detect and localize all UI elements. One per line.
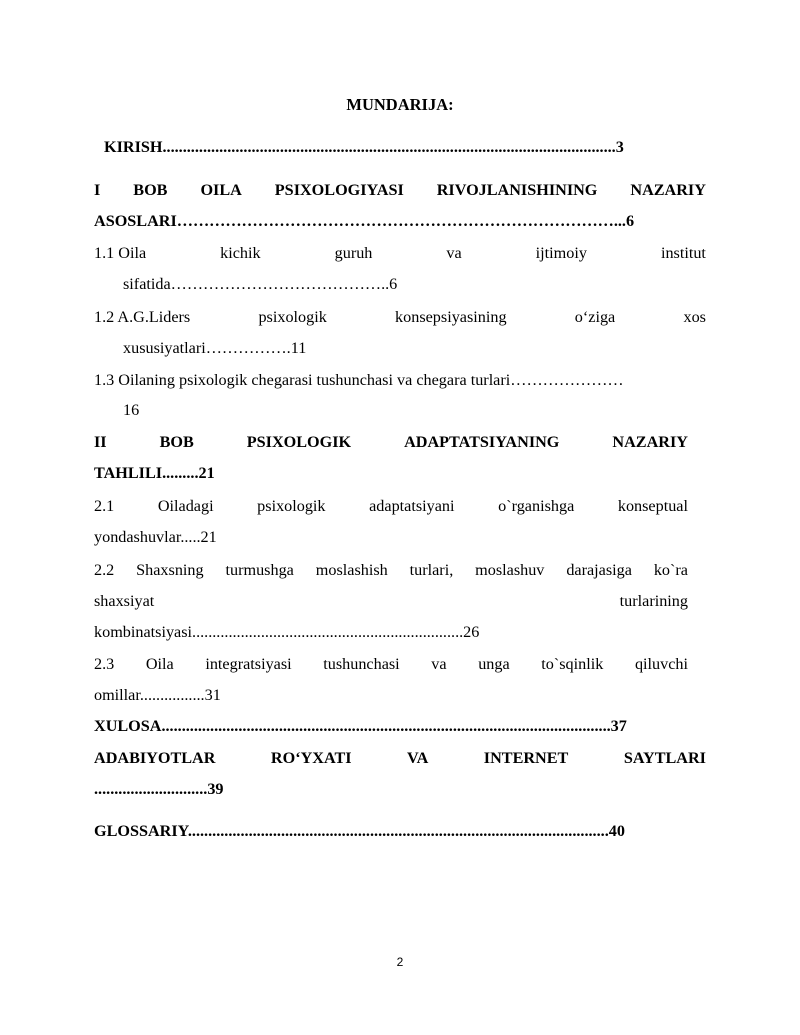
toc-title: MUNDARIJA: (346, 95, 454, 114)
toc-word: PSIXOLOGIYASI (274, 181, 404, 199)
toc-word: RIVOJLANISHINING (436, 181, 598, 199)
toc-word: 2.1 (94, 497, 115, 515)
toc-entry-1-3: 1.3 Oilaning psixologik chegarasi tushunchasi va chegara turlari………………… (94, 371, 624, 389)
toc-word: BOB (159, 433, 194, 451)
toc-word: NAZARIY (612, 433, 688, 451)
toc-word: to`sqinlik (541, 655, 604, 673)
toc-word: BOB (133, 181, 168, 199)
toc-word: ijtimoiy (535, 244, 587, 262)
toc-entry-bob1-cont: ASOSLARI………………………………………………………………………...6 (94, 212, 635, 230)
toc-entry-xulosa: XULOSA...............................................................................................................37 (94, 717, 627, 735)
toc-entry-bob1 (94, 180, 706, 200)
toc-entry-bob2 (94, 432, 688, 452)
toc-entry-2-1-cont: yondashuvlar.....21 (94, 528, 217, 546)
toc-entry-2-3-cont: omillar................31 (94, 686, 221, 704)
toc-word: xos (683, 308, 706, 326)
toc-entry-1-1 (94, 243, 706, 263)
toc-word: qiluvchi (634, 655, 688, 673)
toc-word: integratsiyasi (205, 655, 292, 673)
toc-word: konsepsiyasining (395, 308, 507, 326)
toc-word: II (94, 433, 107, 451)
toc-entry-glossariy: GLOSSARIY........................................................................................................40 (94, 822, 625, 840)
toc-word: guruh (334, 244, 373, 262)
toc-word: Oiladagi (157, 497, 214, 515)
toc-word: o`rganishga (498, 497, 575, 515)
toc-word: 2.3 (94, 655, 115, 673)
toc-word: va (431, 655, 447, 673)
toc-word: 1.2 A.G.Liders (94, 308, 191, 326)
toc-word: ADAPTATSIYANING (404, 433, 560, 451)
toc-entry-adabiyotlar-cont: ............................39 (94, 780, 224, 798)
toc-word: OILA (200, 181, 242, 199)
toc-word: psixologik (257, 497, 326, 515)
toc-word: SAYTLARI (623, 749, 706, 767)
toc-word: VA (407, 749, 429, 767)
toc-word: 1.1 Oila (94, 244, 147, 262)
toc-entry-2-2: 2.2 Shaxsning turmushga moslashish turlari, moslashuv darajasiga ko`ra (94, 561, 688, 579)
toc-word: konseptual (617, 497, 688, 515)
toc-entry-adabiyotlar (94, 748, 706, 768)
toc-word: psixologik (258, 308, 327, 326)
toc-word: unga (478, 655, 510, 673)
toc-word: RO‘YXATI (270, 749, 352, 767)
toc-word: Oila (145, 655, 174, 673)
toc-word: INTERNET (483, 749, 569, 767)
toc-word: NAZARIY (630, 181, 706, 199)
toc-entry-1-1-cont: sifatida…………………………………..6 (123, 275, 398, 293)
toc-word: va (446, 244, 462, 262)
toc-entry-1-2-cont: xususiyatlari…………….11 (123, 339, 307, 357)
page-number: 2 (396, 955, 404, 969)
toc-entry-1-3-cont: 16 (123, 401, 140, 419)
toc-entry-2-2-line2 (94, 591, 688, 611)
toc-word: turlarining (619, 592, 688, 610)
toc-word: I (94, 181, 101, 199)
toc-word: institut (660, 244, 706, 262)
toc-entry-bob2-cont: TAHLILI.........21 (94, 464, 215, 482)
toc-entry-2-3 (94, 654, 688, 674)
toc-word: PSIXOLOGIK (246, 433, 352, 451)
toc-word: o‘ziga (574, 308, 616, 326)
toc-entry-1-2 (94, 307, 706, 327)
toc-word: adaptatsiyani (369, 497, 455, 515)
toc-word: kichik (220, 244, 261, 262)
toc-word: shaxsiyat (94, 592, 155, 610)
toc-word: tushunchasi (323, 655, 400, 673)
toc-entry-2-2-cont: kombinatsiyasi...................................................................26 (94, 623, 480, 641)
toc-entry-kirish: KIRISH................................................................................................................3 (104, 138, 624, 156)
toc-entry-2-1 (94, 496, 688, 516)
toc-word: ADABIYOTLAR (94, 749, 216, 767)
